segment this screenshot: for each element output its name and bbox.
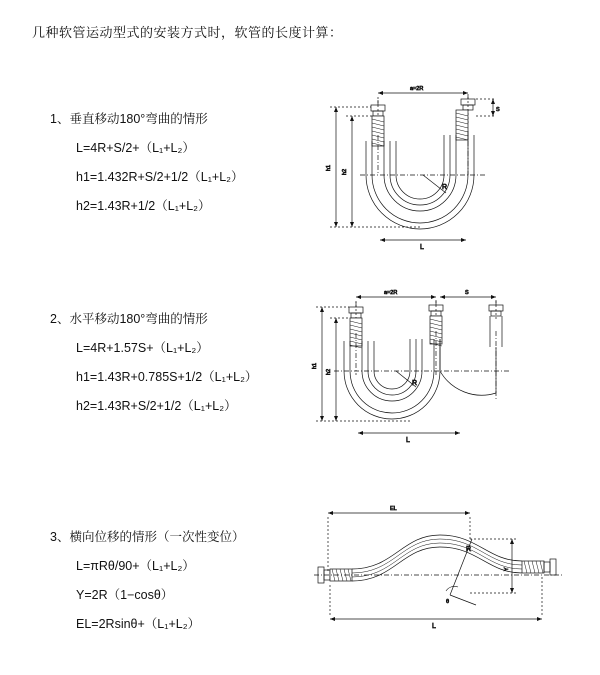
- section-vertical-180: [0, 75, 600, 265]
- section-lateral-offset: [0, 495, 600, 655]
- svg-text:L: L: [420, 244, 424, 251]
- svg-text:h1: h1: [312, 362, 318, 369]
- svg-text:h2: h2: [342, 168, 348, 175]
- svg-text:a=2R: a=2R: [384, 290, 398, 296]
- svg-text:θ: θ: [446, 599, 450, 605]
- svg-text:R: R: [466, 546, 472, 553]
- section-2-heading: 2、水平移动180°弯曲的情形: [50, 312, 208, 326]
- page-title: 几种软管运动型式的安装方式时，软管的长度计算：: [32, 25, 343, 40]
- svg-text:S: S: [465, 290, 469, 296]
- section-1-text: [50, 109, 290, 225]
- section-2-formula-1: L=4R+1.57S+（L₁+L₂）: [76, 341, 209, 355]
- section-1-formula-2: h1=1.432R+S/2+1/2（L₁+L₂）: [76, 170, 244, 184]
- section-2-formula-2: h1=1.43R+0.785S+1/2（L₁+L₂）: [76, 370, 258, 384]
- svg-text:h2: h2: [326, 368, 332, 375]
- lateral-offset-diagram: [290, 495, 590, 645]
- section-3-formula-3: EL=2Rsinθ+（L₁+L₂）: [76, 617, 201, 631]
- section-2-text: [50, 309, 290, 425]
- svg-text:a=2R: a=2R: [410, 86, 424, 92]
- svg-text:EL: EL: [390, 506, 397, 512]
- svg-text:Y: Y: [504, 567, 510, 571]
- section-1-formula-3: h2=1.43R+1/2（L₁+L₂）: [76, 199, 211, 213]
- svg-text:S: S: [496, 107, 500, 113]
- svg-text:R: R: [442, 184, 448, 191]
- section-3-text: [50, 527, 290, 643]
- horizontal-180-bend-diagram: [300, 275, 590, 465]
- section-2-formula-3: h2=1.43R+S/2+1/2（L₁+L₂）: [76, 399, 237, 413]
- section-3-formula-1: L=πRθ/90+（L₁+L₂）: [76, 559, 195, 573]
- vertical-180-bend-diagram: [300, 75, 590, 265]
- svg-text:h1: h1: [326, 164, 332, 171]
- section-3-heading: 3、横向位移的情形（一次性变位）: [50, 530, 245, 544]
- section-horizontal-180: [0, 275, 600, 465]
- section-1-formula-1: L=4R+S/2+（L₁+L₂）: [76, 141, 195, 155]
- section-1-heading: 1、垂直移动180°弯曲的情形: [50, 112, 208, 126]
- section-3-formula-2: Y=2R（1−cosθ）: [76, 588, 174, 602]
- svg-text:L: L: [432, 623, 436, 630]
- svg-text:L: L: [406, 437, 410, 444]
- svg-text:R: R: [412, 380, 418, 387]
